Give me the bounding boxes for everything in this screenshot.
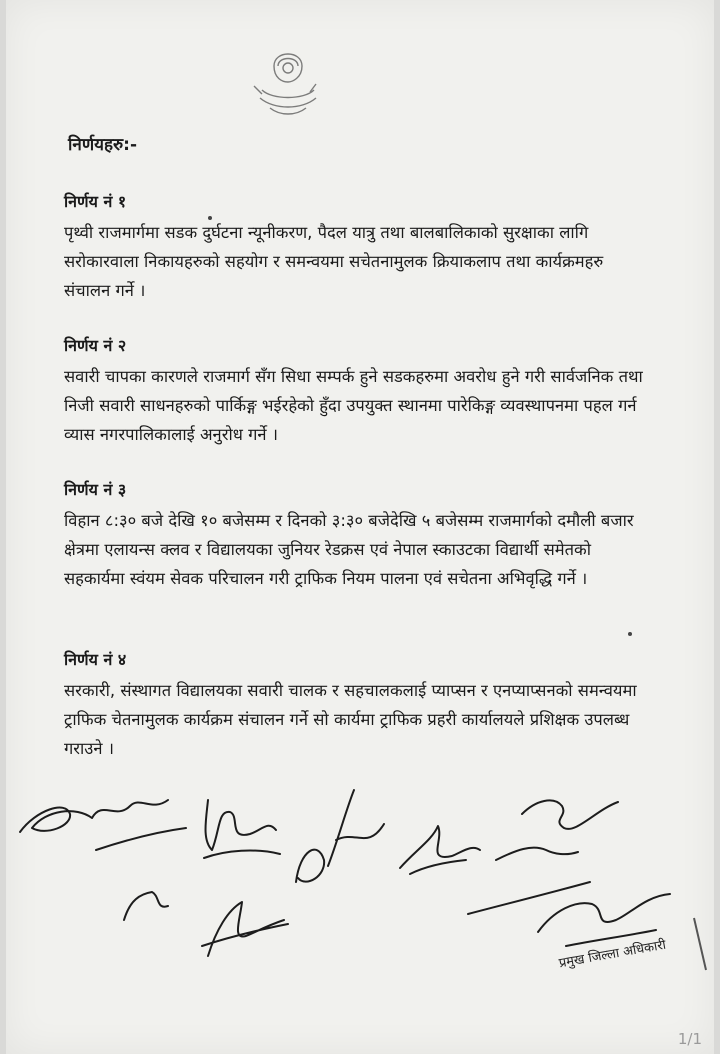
decision-1-body: पृथ्वी राजमार्गमा सडक दुर्घटना न्यूनीकरण, पैदल यात्रु तथा बालबालिकाको सुरक्षाका लागि सरोकारवाला निकायहरुको सहयोग र समन्वयमा सचेतनामुलक क्रियाकलाप तथा कार्यक्रमहरु संचालन गर्ने । (64, 223, 604, 300)
decisions-heading: निर्णयहरु:- (68, 135, 138, 155)
decision-4-title: निर्णय नं ४ (64, 650, 127, 669)
ink-speck (628, 632, 632, 636)
government-seal-icon (244, 38, 330, 124)
signature-3 (296, 790, 384, 882)
decision-1-title: निर्णय नं १ (64, 192, 127, 211)
signatures (6, 770, 714, 1000)
signature-5 (468, 800, 618, 914)
decision-3-body: विहान ८:३० बजे देखि १० बजेसम्म र दिनको ३:३० बजेदेखि ५ बजेसम्म राजमार्गको दमौली बजार क्षेत्रमा एलायन्स क्लव र विद्यालयका जुनियर रेडक्रस एवं नेपाल स्काउटका विद्यार्थी समेतको सहकार्यमा स्वंयम सेवक परिचालन गरी ट्राफिक नियम पालना एवं सचेतना अभिवृद्धि गर्ने । (64, 511, 634, 588)
signature-6 (124, 892, 168, 920)
chief-district-officer-label: प्रमुख जिल्ला अधिकारी (557, 937, 668, 972)
signature-2 (204, 800, 280, 858)
ink-speck (208, 216, 212, 220)
decision-2-body: सवारी चापका कारणले राजमार्ग सँग सिधा सम्पर्क हुने सडकहरुमा अवरोध हुने गरी सार्वजनिक तथा निजी सवारी साधनहरुको पार्किङ्ग भईरहेको हुँदा उपयुक्त स्थानमा पारेकिङ्ग व्यवस्थापनमा पहल गर्न व्यास नगरपालिकालाई अनुरोध गर्ने । (64, 367, 643, 444)
decision-1 (64, 190, 654, 305)
signature-1 (20, 800, 186, 850)
page-indicator: 1/1 (677, 1030, 702, 1048)
decision-3 (64, 478, 654, 593)
signature-4 (400, 826, 480, 874)
decision-3-title: निर्णय नं ३ (64, 480, 127, 499)
decision-4-body: सरकारी, संस्थागत विद्यालयका सवारी चालक र सहचालकलाई प्याप्सन र एनप्याप्सनको समन्वयमा ट्राफिक चेतनामुलक कार्यक्रम संचालन गर्ने सो कार्यमा ट्राफिक प्रहरी कार्यालयले प्रशिक्षक उपलब्ध गराउने । (64, 681, 637, 758)
decision-2-title: निर्णय नं २ (64, 336, 127, 355)
document-page (6, 0, 714, 1054)
signature-7 (202, 902, 288, 956)
decision-2 (64, 334, 654, 449)
decision-4 (64, 648, 654, 763)
